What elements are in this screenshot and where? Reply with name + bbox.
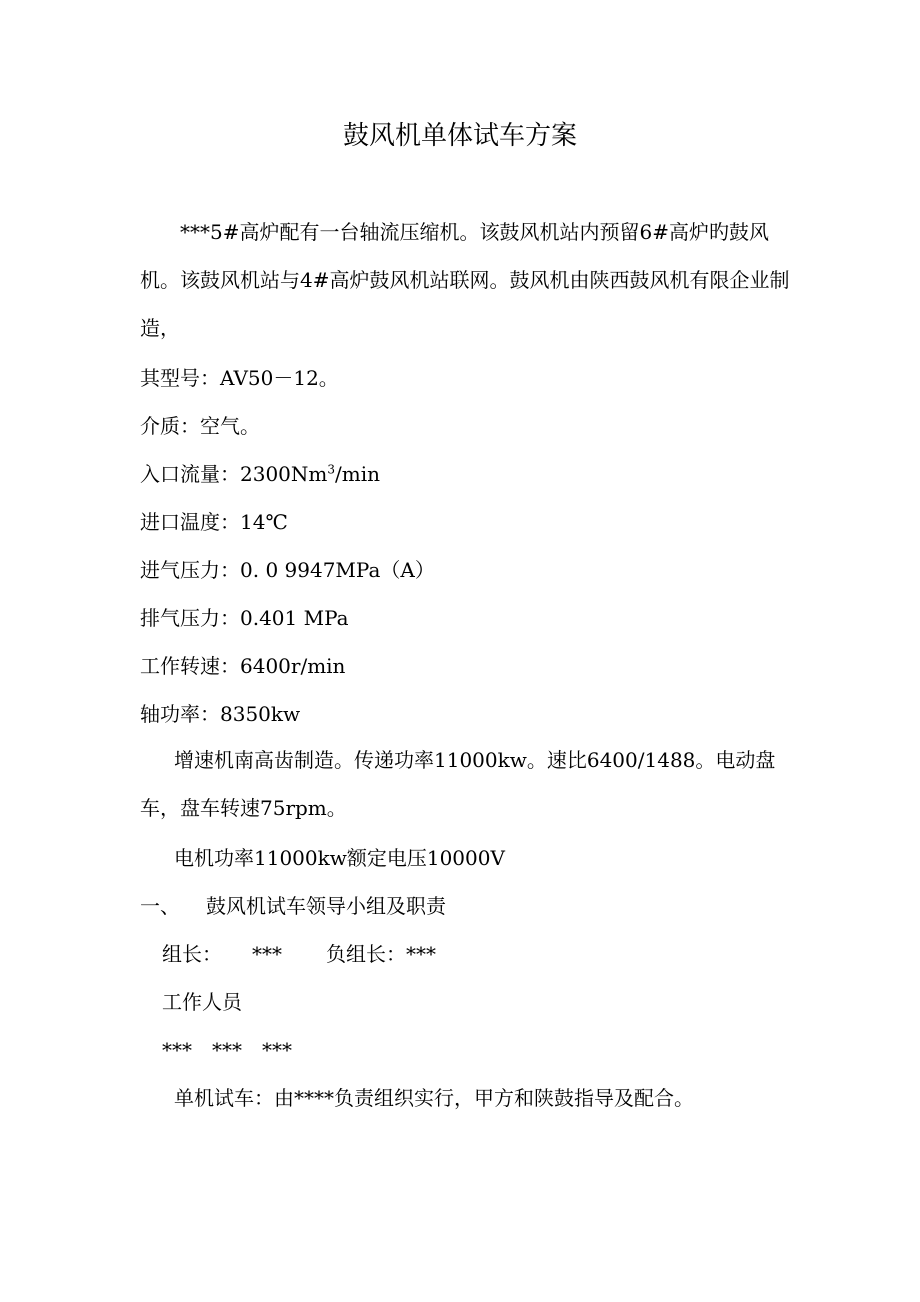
staff-member: *** (162, 1038, 192, 1062)
staff-member: *** (262, 1038, 292, 1062)
section-heading (140, 890, 446, 922)
spec-flow (140, 458, 380, 490)
section-number: 一、 (140, 894, 180, 918)
spec-inlet-temperature: 进口温度：14℃ (140, 510, 288, 534)
gearbox-paragraph: 增速机南高齿制造。传递功率11000kw。速比6400/1488。电动盘车，盘车转速75rpm。 (140, 748, 776, 820)
leader-label: 组长： (162, 942, 222, 966)
staff-member: *** (212, 1038, 242, 1062)
spec-working-speed: 工作转速：6400r/min (140, 654, 346, 678)
staff-label: 工作人员 (162, 990, 242, 1014)
spec-outlet-pressure: 排气压力：0.401 MPa (140, 606, 349, 630)
single-test-line: 单机试车：由****负责组织实行，甲方和陕鼓指导及配合。 (174, 1086, 694, 1110)
leader-line (162, 938, 436, 970)
intro-paragraph: ***5#高炉配有一台轴流压缩机。该鼓风机站内预留6#高炉旳鼓风机。该鼓风机站与4#高炉鼓风机站联网。鼓风机由陕西鼓风机有限企业制造， (140, 220, 790, 340)
section-heading-text: 鼓风机试车领导小组及职责 (206, 894, 446, 918)
spec-medium: 介质：空气。 (140, 414, 260, 438)
spec-flow-superscript: 3 (327, 462, 336, 477)
staff-members (162, 1034, 292, 1066)
deputy-value: *** (406, 942, 436, 966)
spec-shaft-power: 轴功率：8350kw (140, 702, 301, 726)
leader-value: *** (252, 942, 282, 966)
document-title: 鼓风机单体试车方案 (342, 121, 577, 151)
deputy-label: 负组长： (326, 942, 406, 966)
spec-flow-suffix: /min (335, 462, 380, 486)
motor-line: 电机功率11000kw额定电压10000V (174, 846, 505, 870)
spec-inlet-pressure: 进气压力：0. 0 9947MPa（A） (140, 558, 435, 582)
spec-model: 其型号：AV50－12。 (140, 366, 339, 390)
spec-flow-prefix: 入口流量：2300Nm (140, 462, 328, 486)
